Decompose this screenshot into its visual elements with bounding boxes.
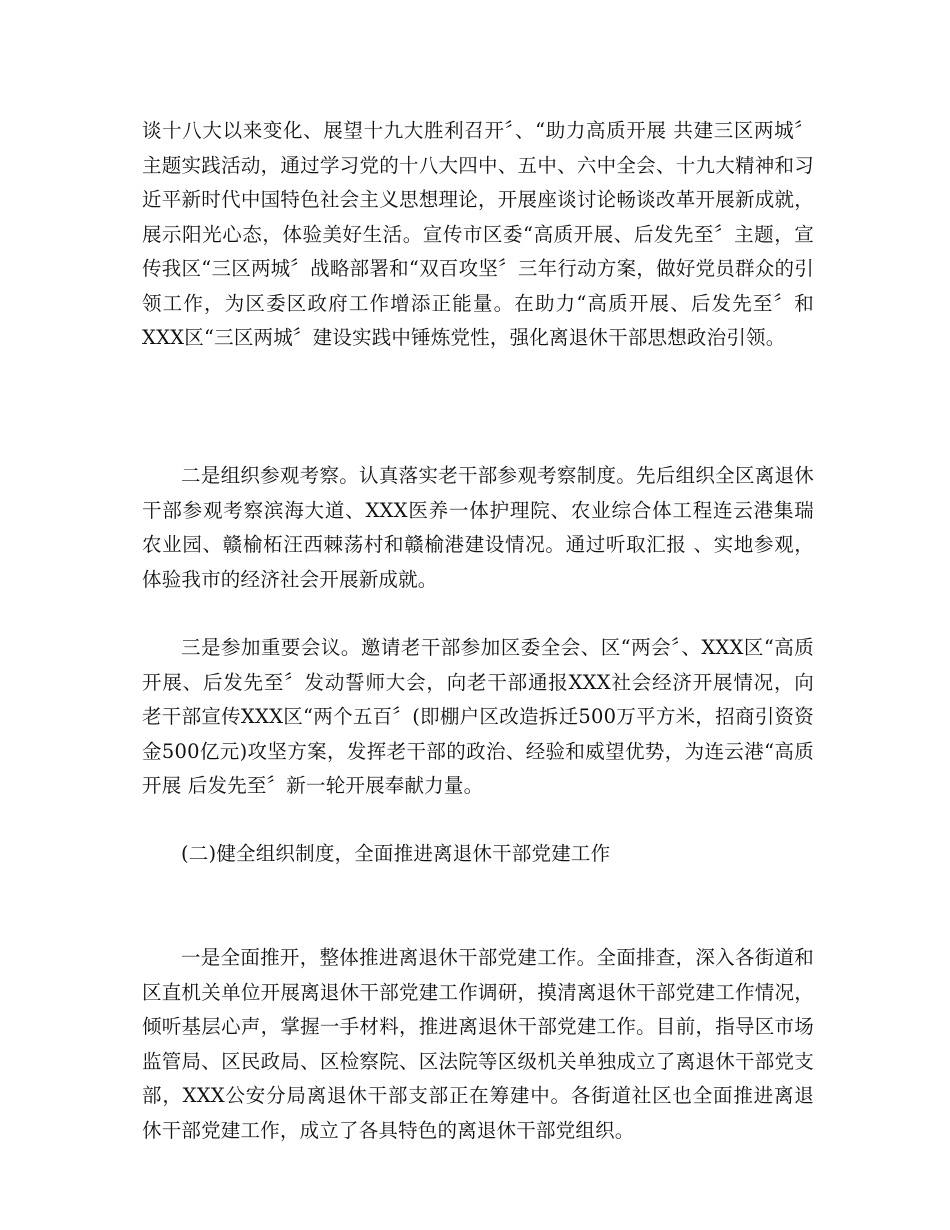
paragraph-intro-continuation: 谈十八大以来变化、展望十九大胜利召开〞、“助力高质开展 共建三区两城〞主题实践活动，通过学习党的十八大四中、五中、六中全会、十九大精神和习近平新时代中国特色社会主义思想理论，开展座谈讨论畅谈改革开展新成就，展示阳光心态，体验美好生活。宣传市区委“高质开展、后发先至〞主题，宣传我区“三区两城〞战略部署和“双百攻坚〞三年行动方案，做好党员群众的引领工作，为区委区政府工作增添正能量。在助力“高质开展、后发先至〞和XXX区“三区两城〞建设实践中锤炼党性，强化离退休干部思想政治引领。: [142, 119, 814, 349]
section-heading-organization: (二)健全组织制度，全面推进离退休干部党建工作: [181, 842, 611, 865]
paragraph-party-building: 一是全面推开，整体推进离退休干部党建工作。全面排查，深入各街道和区直机关单位开展离退休干部党建工作调研，摸清离退休干部党建工作情况，倾听基层心声，掌握一手材料，推进离退休干部党建工作。目前，指导区市场监管局、区民政局、区检察院、区法院等区级机关单独成立了离退休干部党支部，XXX公安分局离退休干部支部正在筹建中。各街道社区也全面推进离退休干部党建工作，成立了各具特色的离退休干部党组织。: [142, 946, 814, 1142]
paragraph-visit-inspection: 二是组织参观考察。认真落实老干部参观考察制度。先后组织全区离退休干部参观考察滨海大道、XXX医养一体护理院、农业综合体工程连云港集瑞农业园、赣榆柘汪西棘荡村和赣榆港建设情况。通过听取汇报 、实地参观，体验我市的经济社会开展新成就。: [142, 464, 814, 591]
paragraph-important-meetings: 三是参加重要会议。邀请老干部参加区委全会、区“两会〞、XXX区“高质开展、后发先至〞发动誓师大会，向老干部通报XXX社会经济开展情况，向老干部宣传XXX区“两个五百〞(即棚户区改造拆迁500万平方米，招商引资资金500亿元)攻坚方案，发挥老干部的政治、经验和威望优势，为连云港“高质开展 后发先至〞新一轮开展奉献力量。: [142, 636, 814, 797]
